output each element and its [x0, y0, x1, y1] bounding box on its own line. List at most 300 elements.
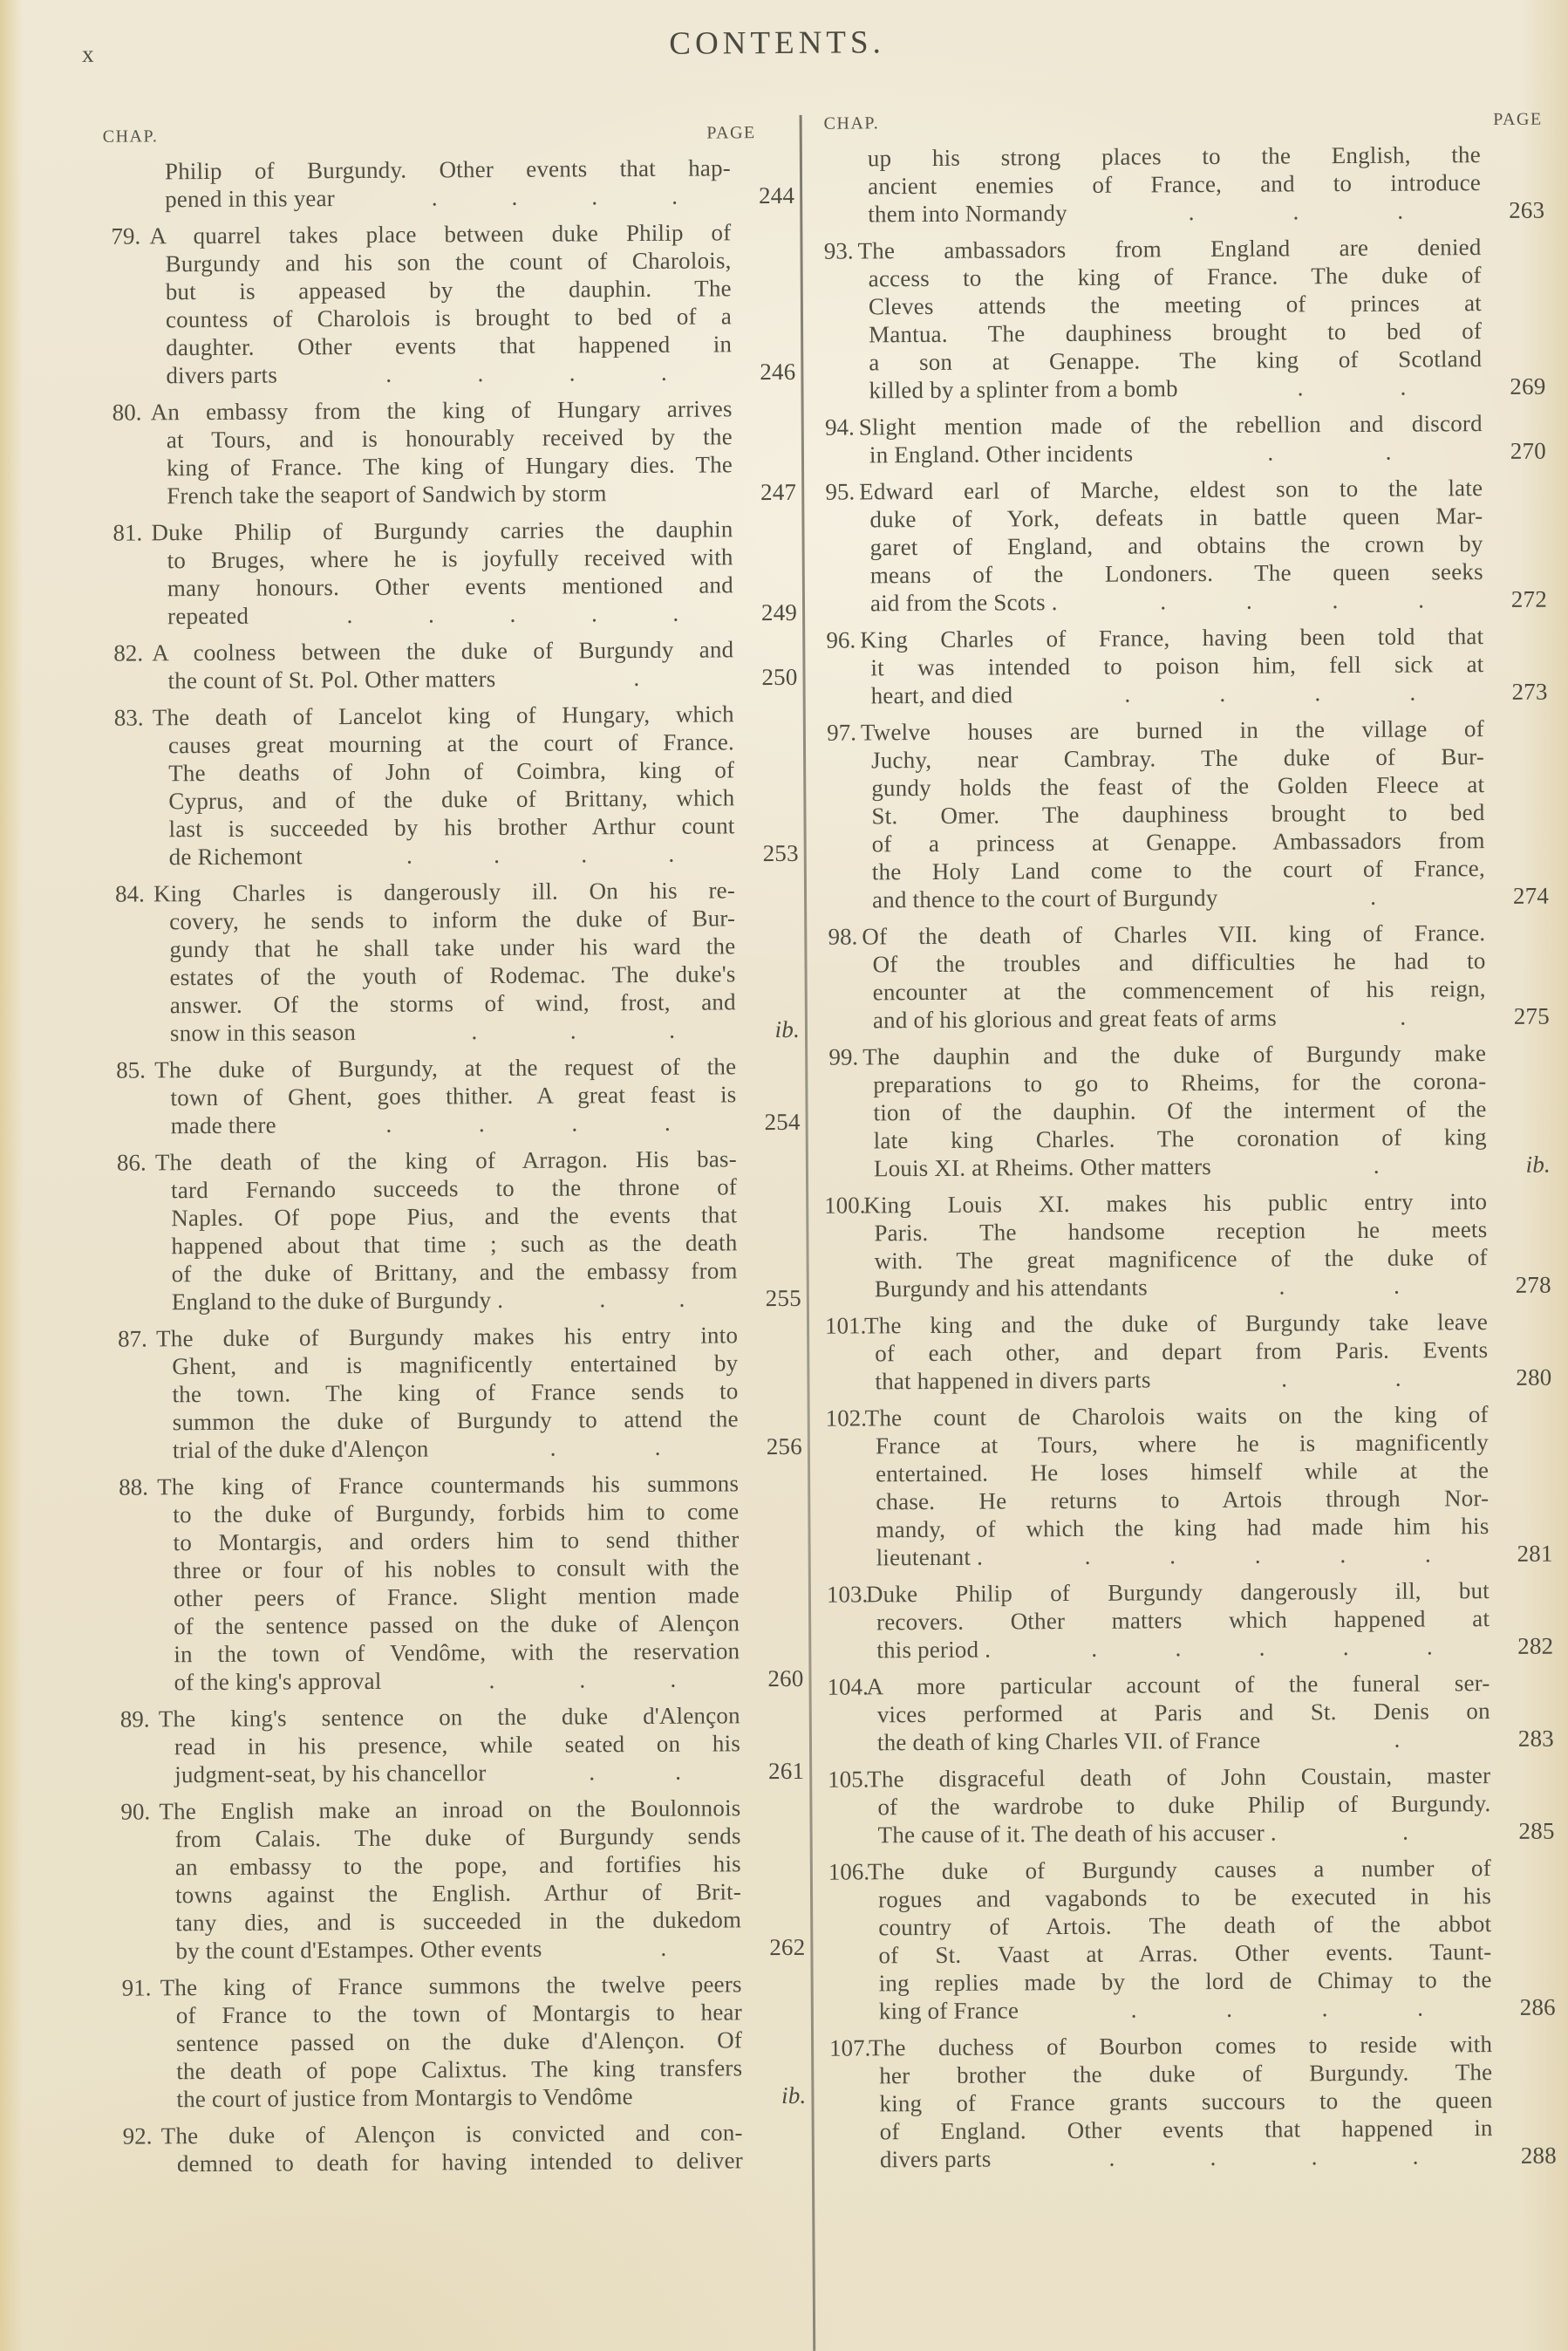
entry-line-text: The disgraceful death of John Coustain, master: [867, 1762, 1491, 1793]
entry-text: [154, 1145, 801, 1316]
toc-entry: [827, 1669, 1554, 1757]
entry-line-text: St. Omer. The dauphiness brought to bed: [871, 799, 1485, 830]
page-title: CONTENTS.: [669, 24, 885, 62]
entry-line-text: The ambassadors from England are denied: [857, 234, 1482, 264]
entry-line-text: tard Fernando succeeds to the throne of: [170, 1173, 738, 1204]
entry-line-text: of a princess at Genappe. Ambassadors from: [871, 827, 1485, 858]
entry-text: [157, 1469, 804, 1696]
toc-entry: [110, 1970, 807, 2114]
entry-line-text: Duke Philip of Burgundy carries the dauphin: [151, 516, 733, 546]
entry-text: [862, 919, 1550, 1034]
entry-line-text: the court of justice from Montargis to Vendôme: [176, 2083, 633, 2113]
entry-last-line: [173, 1432, 802, 1464]
entry-line-text: country of Artois. The death of the abbot: [878, 1910, 1492, 1941]
entry-last-line: [171, 1108, 801, 1139]
entry-line-text: The deaths of John of Coimbra, king of: [168, 756, 735, 787]
dot-leader: .: [633, 665, 640, 692]
entry-line-text: preparations to go to Rheims, for the corona-: [873, 1068, 1487, 1098]
chapter-number: 88.: [119, 1473, 149, 1500]
entry-last-line: [868, 196, 1544, 229]
chapter-number: 85.: [116, 1056, 147, 1083]
toc-entry: [104, 1052, 801, 1140]
dot-leader: . .: [549, 1433, 661, 1461]
entry-line-text: a son at Genappe. The king of Scotland: [869, 345, 1483, 376]
dot-leader: . .: [589, 1758, 682, 1786]
entry-text: [863, 1308, 1552, 1395]
entry-line-text: A more particular account of the funeral ser-: [866, 1670, 1490, 1700]
entry-line-text: The king of France summons the twelve peers: [160, 1971, 742, 2001]
toc-entry: [822, 919, 1550, 1035]
page-number: 283: [1517, 1725, 1555, 1752]
entry-line-text: ancient enemies of France, and to introduce: [867, 169, 1482, 200]
entry-line-text: lieutenant .: [876, 1543, 984, 1571]
entry-text: [857, 140, 1545, 228]
page-number: ib.: [781, 2081, 807, 2109]
toc-entry: [821, 622, 1548, 710]
entry-line-text: judgment-seat, by his chancellor: [174, 1760, 487, 1788]
entry-last-line: [172, 1284, 801, 1316]
entry-line-text: Ghent, and is magnificently entertained by: [172, 1350, 739, 1380]
toc-entry: [106, 1321, 802, 1465]
toc-entry: [100, 515, 797, 631]
entry-line-text: mandy, of which the king had made him his: [876, 1513, 1490, 1543]
entry-line-text: answer. Of the storms of wind, frost, and: [169, 988, 736, 1019]
entry-line-text: de Richemont: [168, 843, 303, 871]
dot-leader: . . . .: [1124, 679, 1416, 707]
toc-entry: [821, 714, 1549, 914]
entry-line-text: and thence to the court of Burgundy: [871, 884, 1218, 913]
entry-line-text: The dauphin and the duke of Burgundy make: [862, 1040, 1487, 1070]
entry-line-text: tion of the dauphin. Of the interment of the: [873, 1096, 1487, 1126]
chapter-number: 103.: [826, 1581, 869, 1608]
entry-line-text: happened about that time ; such as the death: [171, 1229, 738, 1260]
dot-leader: . . . . .: [1084, 1541, 1432, 1569]
chapter-number: 94.: [824, 413, 855, 441]
entry-text: [867, 1854, 1556, 2025]
page-number: 273: [1511, 678, 1548, 705]
entry-line-text: three or four of his nobles to consult with the: [173, 1554, 740, 1584]
entry-line-text: them into Normandy: [868, 199, 1067, 228]
entry-line-text: the Holy Land come to the court of France,: [871, 855, 1485, 885]
entry-line-text: garet of England, and obtains the crown by: [869, 530, 1483, 561]
toc-entry: [105, 1145, 801, 1316]
entry-line-text: The duke of Burgundy causes a number of: [867, 1855, 1491, 1885]
entry-line-text: divers parts: [879, 2145, 992, 2173]
entry-last-line: [167, 663, 797, 694]
dot-leader: .: [1400, 1003, 1407, 1030]
toc-entry: [101, 635, 797, 695]
toc-entry: [824, 1187, 1551, 1303]
entry-line-text: The count de Charolois waits on the king of: [864, 1401, 1489, 1432]
dot-leader: . . . .: [385, 359, 668, 387]
toc-entry: [826, 1400, 1553, 1572]
chapter-number: 95.: [825, 478, 856, 505]
page-number: 272: [1510, 585, 1548, 612]
entry-line-text: The death of the king of Arragon. His bas-: [154, 1145, 737, 1176]
page-number: 260: [767, 1664, 804, 1692]
entry-line-text: this period .: [876, 1636, 992, 1664]
toc-entry: [818, 233, 1545, 405]
chapter-number: 84.: [114, 880, 145, 907]
entry-line-text: estates of the youth of Rodemac. The duke's: [169, 960, 736, 991]
entry-line-text: repeated: [167, 602, 249, 630]
entry-line-text: Philip of Burgundy. Other events that hap-: [164, 154, 732, 185]
entry-line-text: The duke of Burgundy, at the request of the: [154, 1053, 737, 1083]
dot-leader: .: [1394, 1726, 1401, 1753]
entry-line-text: of France to the town of Montargis to hear: [175, 1999, 742, 2029]
page-label: PAGE: [1493, 109, 1543, 130]
entry-line-text: Edward earl of Marche, eldest son to the late: [859, 475, 1483, 505]
chapter-number: 100.: [824, 1192, 866, 1219]
dot-leader: .: [660, 1934, 667, 1961]
entry-line-text: king of France. The king of Hungary dies. The: [166, 451, 733, 482]
chapter-number: 89.: [119, 1705, 150, 1732]
entry-line-text: England to the duke of Burgundy .: [171, 1286, 504, 1316]
page-number: 249: [760, 598, 798, 626]
entry-line-text: daughter. Other events that happened in: [166, 331, 733, 361]
entry-line-text: read in his presence, while seated on his: [174, 1730, 741, 1760]
entry-line-text: but is appeased by the dauphin. The: [165, 275, 732, 305]
dot-leader: . .: [1278, 1272, 1401, 1300]
page-number: 282: [1517, 1632, 1554, 1659]
entry-line-text: to Montargis, and orders him to send thither: [173, 1526, 740, 1556]
entry-line-text: of each other, and depart from Paris. Events: [875, 1336, 1489, 1367]
entry-line-text: French take the seaport of Sandwich by storm: [167, 480, 607, 509]
chapter-number: 107.: [829, 2034, 871, 2061]
entry-text: [858, 409, 1547, 468]
entry-last-line: [872, 882, 1549, 914]
toc-entry: [828, 1761, 1555, 1849]
dot-leader: . . .: [471, 1016, 676, 1045]
entry-line-text: France at Tours, where he is magnificently: [875, 1429, 1489, 1459]
chapter-number: 81.: [112, 519, 143, 546]
entry-text: [151, 515, 798, 630]
entry-line-text: Duke Philip of Burgundy dangerously ill, but: [865, 1577, 1490, 1608]
toc-entry: [828, 1854, 1556, 2026]
page-number: 244: [758, 181, 795, 209]
entry-line-text: rogues and vagabonds to be executed in his: [877, 1883, 1492, 1913]
toc-entry: [827, 1576, 1554, 1664]
entry-line-text: means of the Londoners. The queen seeks: [869, 558, 1483, 589]
toc-entry: [111, 2118, 807, 2178]
entry-line-text: and of his glorious and great feats of arms: [872, 1004, 1277, 1034]
toc-entry: [102, 700, 799, 871]
dot-leader: . .: [1297, 373, 1407, 401]
toc-entry: [100, 394, 797, 510]
page-number: 247: [760, 478, 797, 506]
entry-line-text: recovers. Other matters which happened at: [876, 1605, 1490, 1636]
chapter-number: 86.: [116, 1149, 147, 1176]
dot-leader: . . . .: [385, 1109, 672, 1138]
entry-line-text: late king Charles. The coronation of king: [873, 1124, 1487, 1154]
entry-line-text: Twelve houses are burned in the village of: [860, 715, 1484, 746]
entry-line-text: of England. Other events that happened in: [879, 2115, 1493, 2145]
page-number: 255: [765, 1284, 801, 1312]
page-number: 278: [1515, 1271, 1551, 1298]
dot-leader: . . . . .: [1091, 1633, 1434, 1662]
entry-text: [860, 622, 1548, 709]
page-number: 280: [1516, 1363, 1552, 1391]
entry-line-text: ing replies made by the lord de Chimay to the: [878, 1966, 1492, 1997]
entry-line-text: other peers of France. Slight mention made: [173, 1582, 740, 1612]
entry-line-text: trial of the duke d'Alençon: [172, 1435, 429, 1464]
entry-line-text: Burgundy and his attendants: [874, 1274, 1149, 1302]
toc-entry: [825, 1308, 1552, 1396]
page-number: 263: [1509, 196, 1545, 223]
page-number: 275: [1513, 1002, 1550, 1029]
entry-last-line: [875, 1363, 1551, 1396]
chapter-number: 91.: [121, 1974, 152, 2001]
entry-text: [149, 154, 795, 213]
toc-column-left: [99, 119, 807, 2187]
entry-line-text: Of the death of Charles VII. king of France.: [862, 919, 1486, 950]
chapter-number: 106.: [828, 1858, 870, 1885]
entry-line-text: the town. The king of France sends to: [172, 1377, 739, 1408]
entry-line-text: aid from the Scots .: [869, 589, 1058, 617]
entry-text: [866, 1669, 1555, 1756]
entry-line-text: Juchy, near Cambray. The duke of Bur-: [871, 743, 1485, 774]
entry-line-text: from Calais. The duke of Burgundy sends: [174, 1822, 741, 1853]
toc-entry: [99, 218, 795, 390]
entry-line-text: encounter at the commencement of his reign,: [872, 975, 1486, 1006]
entry-text: [867, 1761, 1555, 1849]
entry-text: [869, 2030, 1557, 2173]
entry-line-text: The duke of Alençon is convicted and con-: [160, 2119, 743, 2149]
entry-last-line: [874, 1151, 1551, 1183]
entry-line-text: causes great mourning at the court of France.: [167, 728, 735, 759]
dot-leader: [607, 500, 760, 501]
page-number: 256: [766, 1432, 802, 1460]
entry-line-text: snow in this season: [169, 1018, 357, 1047]
entry-last-line: [165, 181, 794, 213]
entry-line-text: An embassy from the king of Hungary arrives: [150, 395, 733, 426]
page-number: 281: [1517, 1540, 1553, 1567]
entry-line-text: King Charles of France, having been told that: [860, 623, 1484, 653]
chapter-number: 93.: [823, 237, 854, 264]
dot-leader: . . . .: [1160, 586, 1425, 615]
entry-line-text: the death of king Charles VII. of France: [876, 1726, 1261, 1756]
entry-line-text: The duke of Burgundy makes his entry into: [156, 1322, 739, 1352]
entry-line-text: of the wardrobe to duke Philip of Burgundy.: [877, 1790, 1491, 1821]
chapter-number: 87.: [118, 1325, 147, 1352]
dot-leader: . . . . .: [346, 599, 679, 629]
page-number: 286: [1519, 1993, 1556, 2020]
entry-line-text: gundy that he shall take under his ward the: [169, 933, 736, 963]
entry-line-text: made there: [170, 1111, 276, 1139]
entry-line-text: to Bruges, where he is joyfully received with: [167, 543, 733, 574]
entry-line-text: with. The great magnificence of the duke of: [874, 1244, 1488, 1275]
page-number: 288: [1520, 2142, 1557, 2169]
entry-line-text: The cause of it. The death of his accuser .: [877, 1819, 1277, 1849]
chapter-number: 102.: [825, 1404, 868, 1432]
entry-line-text: vices performed at Paris and St. Denis on: [876, 1698, 1490, 1728]
page-number: 254: [764, 1108, 801, 1136]
entry-line-text: Cyprus, and of the duke of Brittany, which: [168, 784, 735, 815]
entry-line-text: in the town of Vendôme, with the reservation: [174, 1637, 740, 1668]
page-number: 274: [1512, 882, 1550, 909]
entry-line-text: in England. Other incidents: [869, 440, 1134, 468]
toc-column-right: [818, 106, 1557, 2183]
chapter-number: 97.: [827, 719, 856, 746]
entry-text: [152, 700, 799, 871]
toc-entry: [823, 1039, 1551, 1183]
entry-line-text: king of France grants succours to the queen: [879, 2087, 1493, 2117]
page-label: PAGE: [706, 123, 756, 143]
entry-line-text: The king's sentence on the duke d'Alençon: [158, 1702, 740, 1732]
entry-last-line: [875, 1271, 1551, 1303]
entry-text: [154, 1052, 801, 1139]
entry-last-line: [175, 1933, 805, 1965]
dot-leader: . . . .: [431, 182, 678, 211]
entry-line-text: it was intended to poison him, fell sick at: [870, 651, 1484, 681]
chapter-number: 82.: [113, 639, 144, 666]
page-number: 270: [1510, 437, 1547, 464]
entry-text: [149, 218, 796, 389]
entry-line-text: demned to death for having intended to deliver: [176, 2147, 743, 2177]
toc-entry: [108, 1701, 805, 1789]
page-number: 269: [1510, 372, 1546, 400]
entry-last-line: [873, 1002, 1550, 1035]
entry-line-text: The English make an inroad on the Boulonnois: [159, 1794, 741, 1825]
entry-last-line: [174, 1757, 804, 1788]
entry-last-line: [174, 1664, 803, 1696]
entry-text: [860, 714, 1550, 913]
page-number: 250: [761, 663, 798, 691]
chapter-number: 104.: [827, 1673, 869, 1700]
entry-line-text: to the duke of Burgundy, forbids him to come: [173, 1498, 740, 1528]
entry-line-text: gundy holds the feast of the Golden Fleece at: [871, 771, 1485, 802]
toc-entry: [106, 1469, 804, 1697]
entry-text: [153, 876, 801, 1047]
page-number: 285: [1518, 1817, 1555, 1844]
entry-line-text: the death of pope Calixtus. The king transfers: [176, 2054, 743, 2085]
page-number: 253: [762, 839, 799, 867]
dot-leader: . . .: [488, 1665, 677, 1694]
entry-line-text: A quarrel takes place between duke Philip of: [149, 219, 732, 249]
folio-number: x: [82, 40, 94, 67]
entry-last-line: [176, 2081, 806, 2113]
entry-line-text: Of the troubles and difficulties he had to: [872, 947, 1486, 978]
toc-entries-right: [818, 140, 1557, 2174]
entry-last-line: [880, 2142, 1557, 2174]
entry-line-text: the count of St. Pol. Other matters: [167, 666, 496, 694]
entry-line-text: heart, and died: [870, 681, 1013, 709]
entry-line-text: divers parts: [166, 361, 278, 389]
chapter-number: 99.: [828, 1043, 859, 1070]
entry-line-text: an embassy to the pope, and fortifies his: [174, 1850, 741, 1881]
toc-entry: [103, 876, 800, 1048]
entry-text: [160, 1970, 807, 2113]
entry-text: [152, 635, 798, 694]
entry-text: [159, 1794, 806, 1965]
entry-line-text: up his strong places to the English, the: [867, 141, 1481, 172]
entry-line-text: king of France: [878, 1997, 1019, 2025]
dot-leader: .: [1373, 1152, 1380, 1179]
entry-line-text: of the duke of Brittany, and the embassy from: [171, 1257, 738, 1288]
entry-last-line: [878, 1817, 1555, 1849]
entry-line-text: Paris. The handsome reception he meets: [874, 1216, 1488, 1247]
entry-last-line: [879, 1993, 1556, 2026]
toc-entry: [108, 1794, 805, 1965]
entry-line-text: sentence passed on the duke d'Alençon. Of: [175, 2026, 743, 2057]
entry-line-text: many honours. Other events mentioned and: [167, 571, 733, 602]
entry-line-text: towns against the English. Arthur of Brit-: [174, 1878, 742, 1909]
chapter-number: 83.: [113, 704, 144, 731]
toc-entry: [820, 409, 1546, 469]
entry-last-line: [167, 478, 796, 509]
chapter-number: 105.: [828, 1766, 869, 1793]
entry-line-text: Naples. Of pope Pius, and the events that: [171, 1201, 738, 1232]
entry-line-text: at Tours, and is honourably received by the: [166, 423, 733, 454]
chapter-number: 90.: [120, 1798, 151, 1825]
entry-line-text: that happened in divers parts: [875, 1366, 1151, 1395]
dot-leader: .: [1370, 883, 1377, 910]
entry-last-line: [870, 585, 1547, 618]
entry-text: [863, 1187, 1551, 1302]
entry-line-text: countess of Charolois is brought to bed of a: [165, 303, 733, 333]
entry-line-text: duke of York, defeats in battle queen Mar-: [869, 502, 1483, 533]
dot-leader: . . .: [1188, 197, 1404, 226]
entry-line-text: town of Ghent, goes thither. A great feast is: [170, 1081, 737, 1111]
entry-text: [857, 233, 1546, 404]
entry-last-line: [877, 1725, 1554, 1757]
entry-line-text: chase. He returns to Artois through Nor-: [876, 1485, 1490, 1515]
entry-line-text: of the sentence passed on the duke of Alençon: [174, 1609, 740, 1640]
chap-label: CHAP.: [823, 113, 880, 133]
entry-line-text: tany dies, and is succeeded in the dukedom: [175, 1906, 742, 1937]
entry-last-line: [869, 372, 1545, 405]
entry-line-text: Cleves attends the meeting of princes at: [868, 290, 1482, 320]
entry-line-text: The king of France countermands his summons: [157, 1470, 740, 1500]
entry-last-line: [167, 598, 797, 630]
dot-leader: . .: [599, 1285, 685, 1313]
toc-entry: [829, 2030, 1557, 2174]
entry-line-text: Mantua. The dauphiness brought to bed of: [869, 318, 1483, 348]
entry-line-text: killed by a splinter from a bomb: [869, 375, 1178, 404]
page-number: 246: [760, 358, 796, 386]
entry-line-text: A coolness between the duke of Burgundy and: [152, 636, 734, 666]
column-header-right: [818, 106, 1544, 138]
entry-text: [161, 2118, 743, 2177]
chapter-number: 80.: [112, 399, 142, 426]
entry-line-text: her brother the duke of Burgundy. The: [879, 2059, 1493, 2089]
dot-leader: . . . .: [1108, 2143, 1419, 2171]
entry-last-line: [869, 437, 1546, 469]
page-number: 262: [769, 1933, 806, 1961]
entry-line-text: last is succeeded by his brother Arthur count: [168, 812, 735, 843]
entry-line-text: summon the duke of Burgundy to attend the: [172, 1405, 739, 1436]
entry-line-text: Slight mention made of the rebellion and discord: [858, 410, 1483, 441]
entry-last-line: [166, 358, 795, 389]
entry-line-text: access to the king of France. The duke of: [868, 262, 1482, 292]
entry-line-text: The duchess of Bourbon comes to reside with: [869, 2031, 1493, 2061]
dot-leader: . .: [1281, 1364, 1401, 1392]
entry-text: [859, 474, 1548, 617]
entry-text: [156, 1321, 802, 1464]
page-number: ib.: [774, 1015, 801, 1043]
entry-last-line: [876, 1632, 1553, 1664]
entry-line-text: King Charles is dangerously ill. On his re-: [153, 877, 736, 907]
chapter-number: 98.: [828, 923, 858, 950]
entry-last-line: [876, 1540, 1553, 1572]
entry-text: [865, 1576, 1554, 1664]
toc-entries-left: [99, 154, 807, 2178]
dot-leader: . .: [1267, 438, 1392, 466]
chapter-number: 92.: [122, 2122, 153, 2149]
dot-leader: . . . .: [406, 840, 675, 869]
entry-line-text: Burgundy and his son the count of Charolois,: [165, 247, 732, 277]
entry-text: [158, 1701, 805, 1788]
